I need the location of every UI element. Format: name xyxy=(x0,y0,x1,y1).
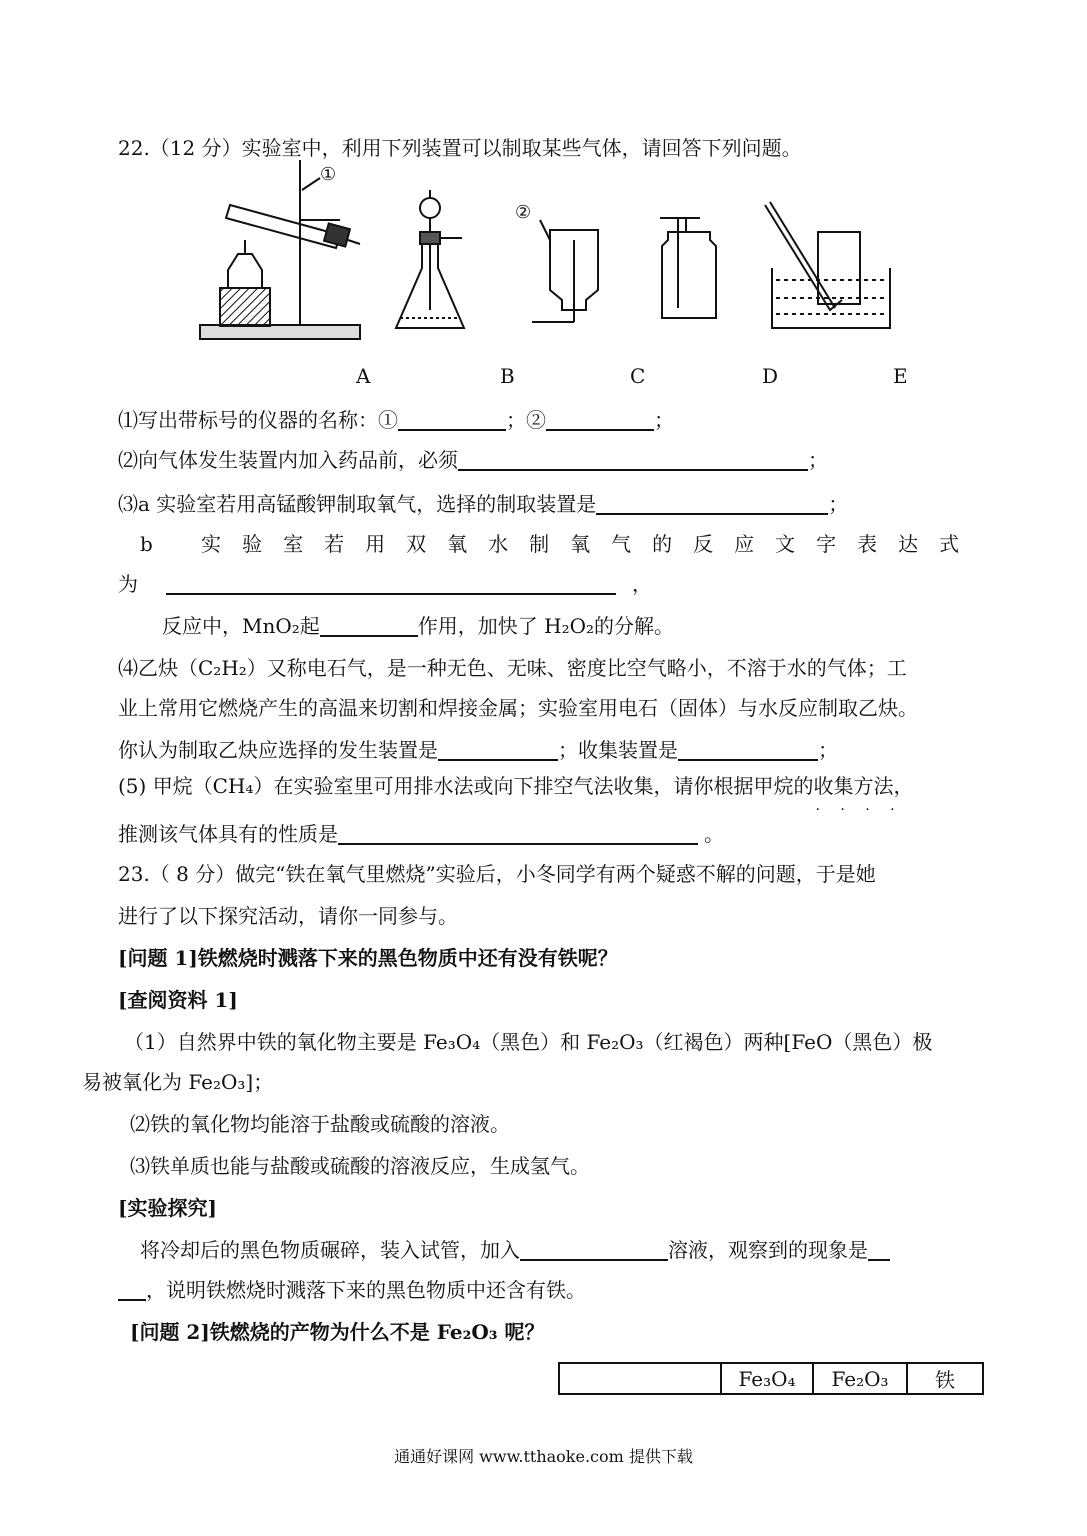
q22-part3a xyxy=(118,490,848,518)
table-header-cell: Fe₃O₄ xyxy=(721,1363,813,1394)
apparatus-b xyxy=(396,190,464,328)
q22-part5-emph: 收集方法 · · · · xyxy=(813,774,893,798)
answer-blank-8[interactable] xyxy=(678,737,818,761)
page-footer: 通通好课网 www.tthaoke.com 提供下载 xyxy=(394,1447,693,1466)
apparatus-e xyxy=(765,202,890,328)
answer-blank-9[interactable] xyxy=(338,821,698,845)
q22-part3a-end: ； xyxy=(828,492,849,516)
answer-blank-6[interactable] xyxy=(320,613,418,637)
q22-part2-text: ⑵向气体发生装置内加入药品前，必须 xyxy=(118,448,458,472)
q22-part3c-text: 反应中，MnO₂起 xyxy=(162,614,320,638)
q22-part3b-comma: ， xyxy=(632,572,652,596)
q22-part5-text: (5) 甲烷（CH₄）在实验室里可用排水法或向下排空气法收集，请你根据甲烷的 xyxy=(118,774,814,798)
q23-experiment-line1 xyxy=(140,1236,890,1264)
apparatus-a xyxy=(200,160,360,339)
q22-part1 xyxy=(118,406,674,434)
apparatus-d xyxy=(660,218,716,318)
q23-experiment-text3: ，说明铁燃烧时溅落下来的黑色物质中还含有铁。 xyxy=(146,1278,586,1302)
q22-part5-line1 xyxy=(118,772,913,800)
q22-part2-end: ； xyxy=(808,448,828,472)
q23-line1: 23.（ 8 分）做完“铁在氧气里燃烧”实验后，小冬同学有两个疑惑不解的问题，于是她 xyxy=(118,862,876,886)
table-header-cell xyxy=(559,1363,721,1394)
answer-blank-1[interactable] xyxy=(398,407,506,431)
q23-experiment-text: 将冷却后的黑色物质碾碎，装入试管，加入 xyxy=(140,1238,520,1262)
q22-part3b-line2 xyxy=(118,570,652,598)
q22-part4-line1: ⑷乙炔（C₂H₂）又称电石气，是一种无色、无味、密度比空气略小，不溶于水的气体；工 xyxy=(118,656,907,680)
q23-ref1-heading: [查阅资料 1] xyxy=(118,988,238,1012)
q22-part5-end: 。 xyxy=(704,822,724,846)
label-e: E xyxy=(893,364,908,388)
q22-part4-text: 你认为制取乙炔应选择的发生装置是 xyxy=(118,738,438,762)
answer-blank-4[interactable] xyxy=(596,491,828,515)
answer-blank-7[interactable] xyxy=(438,737,558,761)
q22-part1-text: ⑴写出带标号的仪器的名称：① xyxy=(118,408,398,432)
q23-ref1-item2: ⑵铁的氧化物均能溶于盐酸或硫酸的溶液。 xyxy=(130,1112,510,1136)
apparatus-c xyxy=(515,202,598,322)
q23-ref1-item1-line1: （1）自然界中铁的氧化物主要是 Fe₃O₄（黑色）和 Fe₂O₃（红褐色）两种[FeO（黑色）极 xyxy=(124,1030,933,1054)
q22-part5-comma: ， xyxy=(893,774,914,798)
q23-experiment-heading: [实验探究] xyxy=(118,1196,217,1220)
q22-part3c xyxy=(162,612,674,640)
q23-ref1-item1-line2: 易被氧化为 Fe₂O₃]； xyxy=(82,1070,274,1094)
answer-blank-11[interactable] xyxy=(868,1237,890,1261)
q22-part4-end: ； xyxy=(818,738,838,762)
q23-question1: [问题 1]铁燃烧时溅落下来的黑色物质中还有没有铁呢？ xyxy=(118,946,618,970)
label-a: A xyxy=(356,364,371,388)
q23-question2: [问题 2]铁燃烧的产物为什么不是 Fe₂O₃ 呢？ xyxy=(130,1320,545,1344)
q22-part3c-end: 作用，加快了 H₂O₂的分解。 xyxy=(417,614,675,638)
q22-part2 xyxy=(118,446,828,474)
q22-part5-text2: 推测该气体具有的性质是 xyxy=(118,822,338,846)
marker-2: ② xyxy=(515,202,532,223)
q22-part3b-wei: 为 xyxy=(118,572,138,596)
q23-experiment-text2: 溶液，观察到的现象是 xyxy=(668,1238,868,1262)
q22-part3a-text: ⑶a 实验室若用高锰酸钾制取氧气，选择的制取装置是 xyxy=(118,492,597,516)
q23-ref1-item3: ⑶铁单质也能与盐酸或硫酸的溶液反应，生成氢气。 xyxy=(130,1154,590,1178)
answer-blank-10[interactable] xyxy=(520,1237,668,1261)
answer-blank-5[interactable] xyxy=(166,571,616,595)
q22-part4-sep: ；收集装置是 xyxy=(558,738,678,762)
q22-part4-line3 xyxy=(118,736,838,764)
label-b: B xyxy=(500,364,515,388)
label-c: C xyxy=(630,364,646,388)
q22-part1-sep: ；② xyxy=(506,408,546,432)
answer-blank-11-cont[interactable] xyxy=(118,1277,146,1301)
table-header-cell: Fe₂O₃ xyxy=(813,1363,907,1394)
label-d: D xyxy=(762,364,779,388)
q22-part3b-line1: b 实验室若用双氧水制氧气的反应文字表达式 xyxy=(140,532,981,556)
q22-title: 22.（12 分）实验室中，利用下列装置可以制取某些气体，请回答下列问题。 xyxy=(118,136,802,160)
q22-part5-line2 xyxy=(118,820,724,848)
q22-part4-line2: 业上常用它燃烧产生的高温来切割和焊接金属；实验室用电石（固体）与水反应制取乙炔。 xyxy=(118,696,918,720)
marker-1: ① xyxy=(320,164,337,185)
table-row xyxy=(559,1363,983,1394)
table-header-cell: 铁 xyxy=(907,1363,983,1394)
q22-part1-end: ； xyxy=(654,408,674,432)
q23-experiment-line2 xyxy=(118,1276,586,1304)
answer-blank-2[interactable] xyxy=(546,407,654,431)
answer-blank-3[interactable] xyxy=(458,447,808,471)
lab-apparatus-figure xyxy=(190,160,910,350)
oxide-table xyxy=(558,1362,984,1395)
q23-line2: 进行了以下探究活动，请你一同参与。 xyxy=(118,904,458,928)
